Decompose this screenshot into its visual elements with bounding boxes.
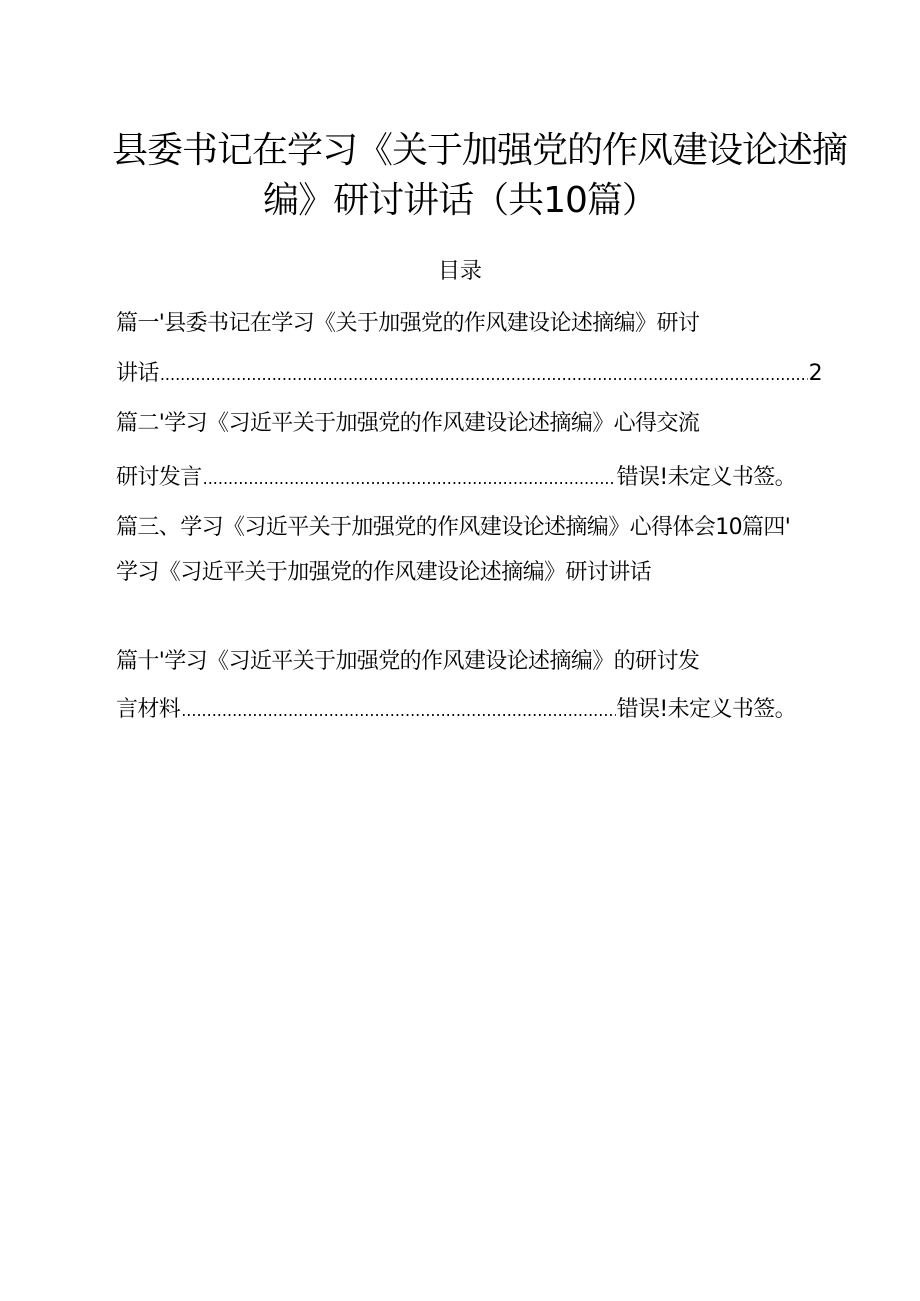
toc-entry-10-line-2[interactable] bbox=[116, 694, 796, 727]
toc-page-reference: 错误!未定义书签。 bbox=[616, 465, 796, 490]
toc-entry-2-line-1[interactable]: 篇二'学习《习近平关于加强党的作风建设论述摘编》心得交流 bbox=[116, 411, 700, 436]
toc-heading: 目录 bbox=[437, 259, 482, 284]
toc-entry-3-line-1[interactable]: 篇三、学习《习近平关于加强党的作风建设论述摘编》心得体会10篇四' bbox=[116, 515, 791, 540]
dot-leader bbox=[160, 359, 808, 391]
dot-leader bbox=[203, 463, 616, 495]
toc-entry-label: 言材料 bbox=[116, 697, 181, 722]
dot-leader bbox=[181, 695, 615, 727]
document-title-line-1: 县委书记在学习《关于加强党的作风建设论述摘 bbox=[112, 130, 848, 171]
toc-entry-label: 研讨发言 bbox=[116, 465, 202, 490]
toc-entry-label: 讲话 bbox=[116, 361, 159, 386]
toc-entry-10-line-1[interactable]: 篇十'学习《习近平关于加强党的作风建设论述摘编》的研讨发 bbox=[116, 649, 700, 674]
document-title-line-2: 编》研讨讲话（共10篇） bbox=[263, 180, 657, 221]
toc-entry-3-line-2[interactable]: 学习《习近平关于加强党的作风建设论述摘编》研讨讲话 bbox=[116, 560, 652, 585]
toc-page-reference: 错误!未定义书签。 bbox=[616, 697, 796, 722]
toc-entry-2-line-2[interactable] bbox=[116, 462, 796, 495]
toc-page-number: 2 bbox=[808, 361, 822, 386]
toc-entry-1-line-2[interactable] bbox=[116, 358, 822, 391]
toc-entry-1-line-1[interactable]: 篇一'县委书记在学习《关于加强党的作风建设论述摘编》研讨 bbox=[116, 311, 700, 336]
